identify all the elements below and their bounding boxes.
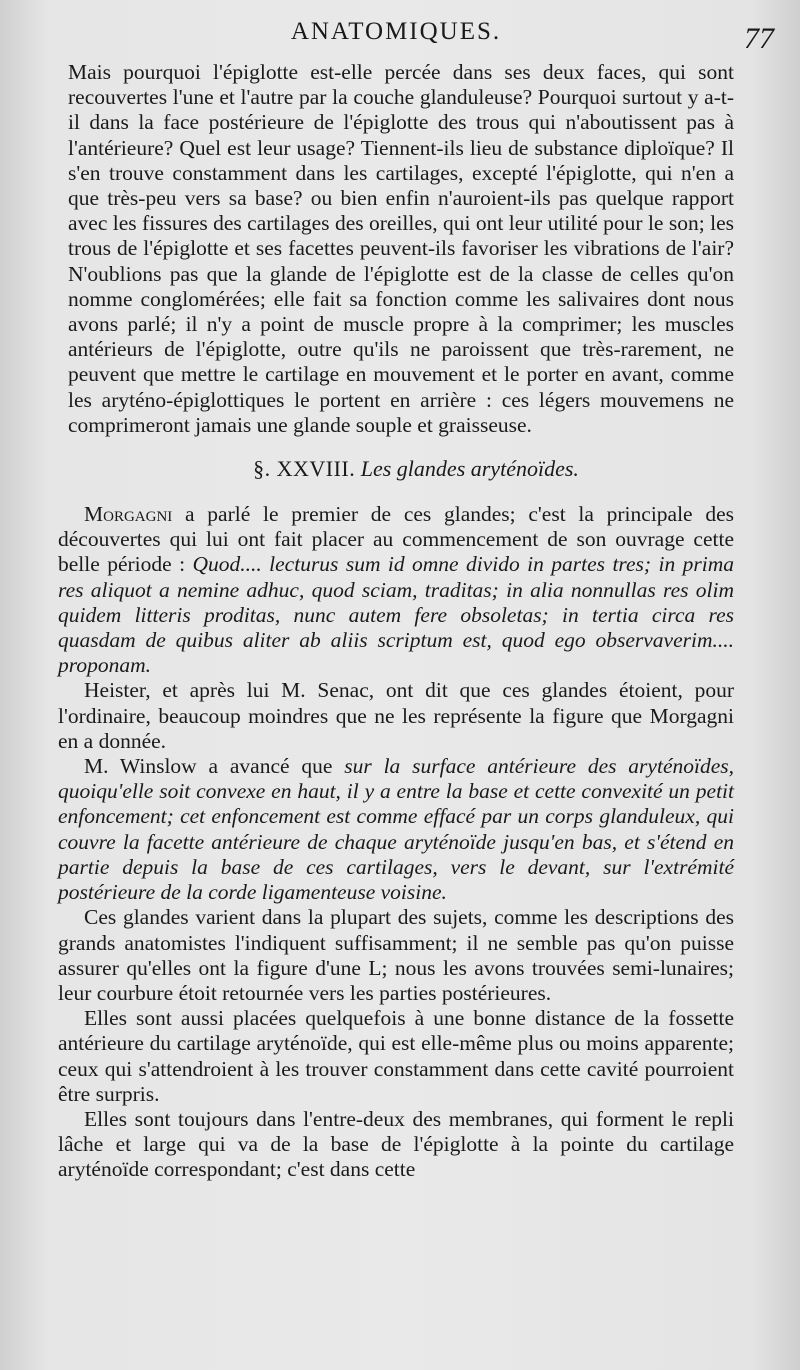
paragraph-4 xyxy=(58,754,734,905)
paragraph-3: Heister, et après lui M. Senac, ont dit que ces glandes étoient, pour l'ordinaire, beaucoup moindres que ne les représente la figure que Morgagni en a donnée. xyxy=(58,678,734,753)
page-number: 77 xyxy=(744,22,774,55)
paragraph-5: Ces glandes varient dans la plupart des sujets, comme les descriptions des grands anatomistes l'indiquent suffisamment; il ne semble pas qu'on puisse assurer qu'elles ont la figure d'une L; nous les avons trouvées semi-lunaires; leur courbure étoit retournée vers les parties postérieures. xyxy=(58,905,734,1005)
section-number: §. XXVIII. xyxy=(253,456,356,482)
paragraph-2-text: a parlé le premier de ces glandes; c'est la principale des découvertes qui lui ont fait placer au commencement de son ouvrage cette belle période : xyxy=(58,502,734,577)
body-text xyxy=(58,60,734,1183)
paragraph-7: Elles sont toujours dans l'entre-deux des membranes, qui forment le repli lâche et large qui va de la base de l'épiglotte à la pointe du cartilage aryténoïde correspondant; c'est dans cette xyxy=(58,1106,734,1182)
paragraph-6: Elles sont aussi placées quelquefois à une bonne distance de la fossette antérieure du cartilage aryténoïde, qui est elle-même plus ou moins apparente; ceux qui s'attendroient à les trouver constamment dans cette cavité pourroient être surpris. xyxy=(58,1006,734,1106)
section-heading xyxy=(98,456,734,482)
running-title: ANATOMIQUES. xyxy=(290,18,502,45)
paragraph-4-text: M. Winslow a avancé que xyxy=(84,754,345,779)
paragraph-2 xyxy=(58,502,734,678)
section-title: Les glandes aryténoïdes. xyxy=(360,456,579,482)
paragraph-1: Mais pourquoi l'épiglotte est-elle percée dans ses deux faces, qui sont recouvertes l'une et l'autre par la couche glanduleuse? Pourquoi surtout y a-t-il dans la face postérieure de l'épiglotte des trous qui n'aboutissent pas à l'antérieure? Quel est leur usage? Tiennent-ils lieu de substance diploïque? Il s'en trouve constamment dans les cartilages, excepté l'épiglotte, qui n'en a que très-peu vers sa base? ou bien enfin n'auroient-ils pas quelque rapport avec les fissures des cartilages des oreilles, qui ont leur utilité pour le son; les trous de l'épiglotte et ses facettes peuvent-ils favoriser les vibrations de l'air? N'oublions pas que la glande de l'épiglotte est de la classe de celles qu'on nomme conglomérées; elle fait sa fonction comme les salivaires dont nous avons parlé; il n'y a point de muscle propre à la comprimer; les muscles antérieurs de l'épiglotte, outre qu'ils ne paroissent que très-rarement, ne peuvent que mettre le cartilage en mouvement et le porter en avant, comme les aryténo-épiglottiques le portent en arrière : ces légers mouvemens ne comprimeront jamais une glande souple et graisseuse. xyxy=(68,60,734,437)
winslow-quote: sur la surface antérieure des aryténoïdes, quoiqu'elle soit convexe en haut, il y a entre la base et cette convexité un petit enfoncement; cet enfoncement est comme effacé par un corps glanduleux, qui couvre la facette antérieure de chaque aryténoïde jusqu'en bas, et s'étend en partie depuis la base de ces cartilages, vers le devant, sur l'extrémité postérieure de la corde ligamenteuse voisine. xyxy=(58,754,734,905)
author-name: Morgagni xyxy=(84,502,173,527)
latin-quote: Quod.... lecturus sum id omne divido in partes tres; in prima res aliquot a nemine adhuc, quod sciam, traditas; in alia nonnullas res olim quidem litteris proditas, nunc autem fere obsoletas; in tertia circa res quasdam de quibus aliter ab aliis scriptum est, quod ego observaverim.... proponam. xyxy=(58,552,734,678)
running-head xyxy=(58,16,774,60)
